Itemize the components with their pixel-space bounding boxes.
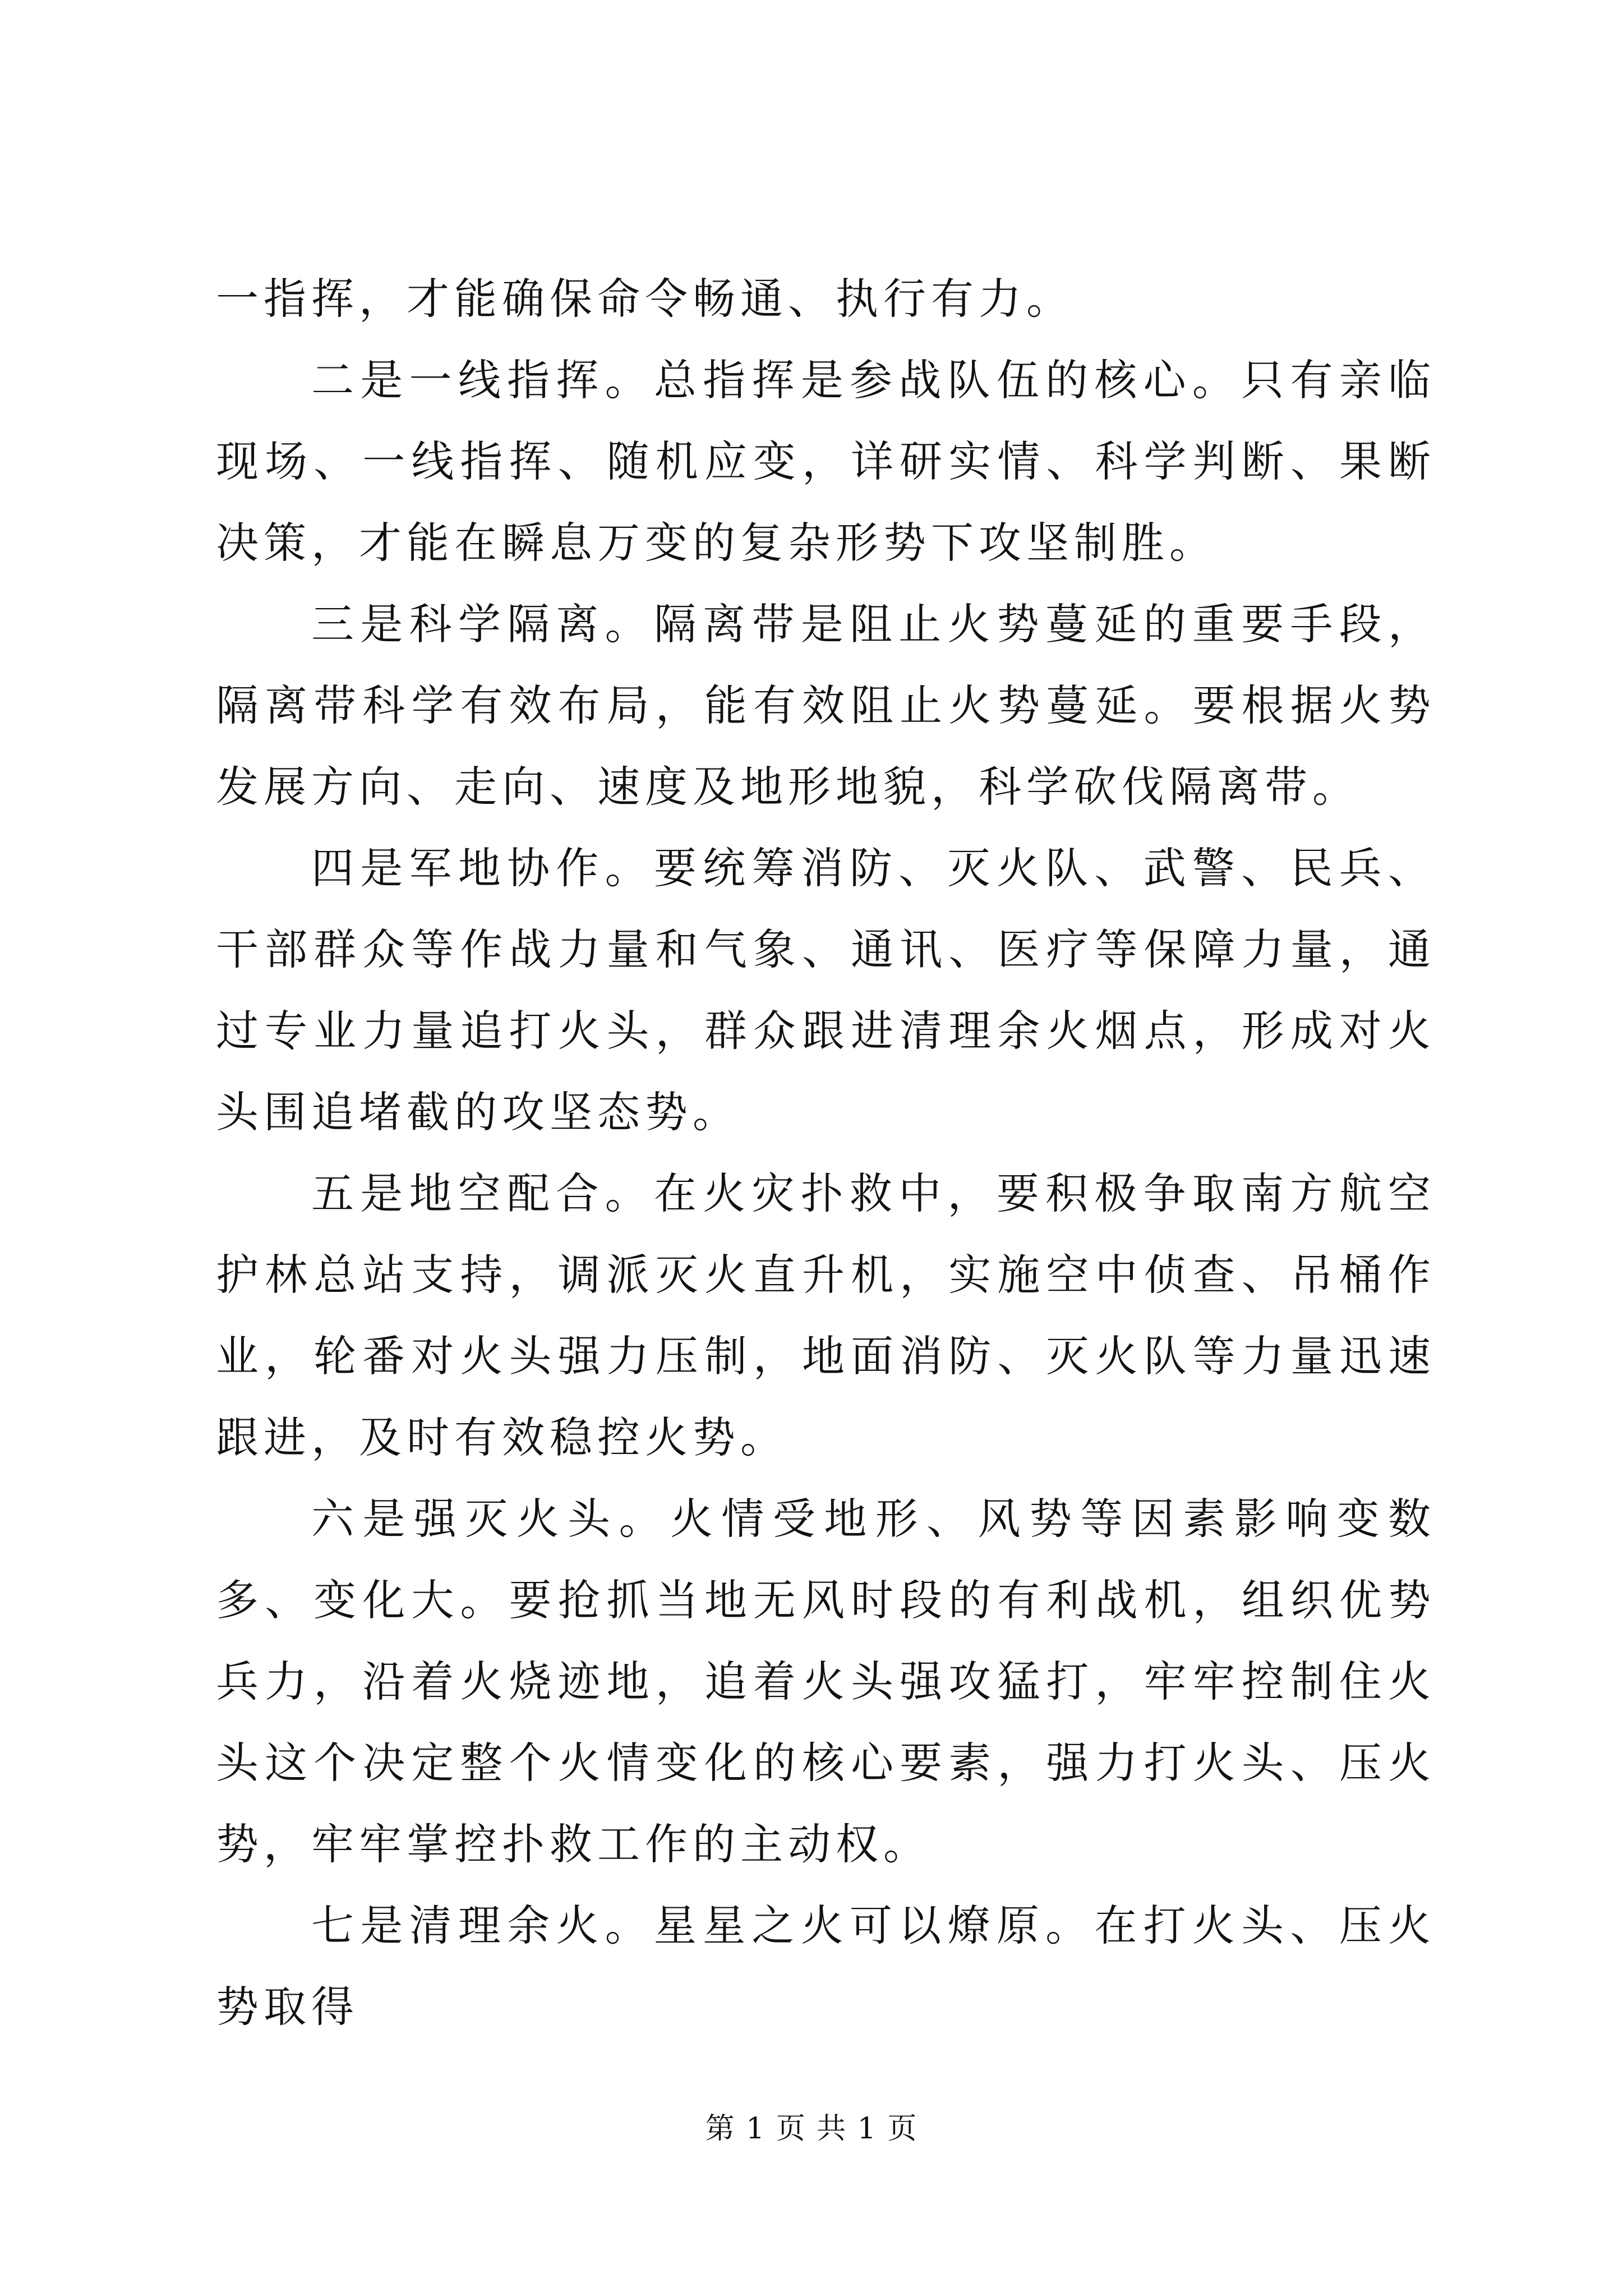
paragraph-1: 一指挥，才能确保命令畅通、执行有力。 <box>216 274 1074 324</box>
paragraph-2: 二是一线指挥。总指挥是参战队伍的核心。只有亲临现场、一线指挥、随机应变，详研实情、科学判断、果断决策，才能在瞬息万变的复杂形势下攻坚制胜。 <box>216 355 1436 568</box>
page-footer: 第 1 页 共 1 页 <box>705 2112 918 2146</box>
document-body <box>216 258 1436 2047</box>
paragraph-5: 五是地空配合。在火灾扑救中，要积极争取南方航空护林总站支持，调派灭火直升机，实施空中侦查、吊桶作业，轮番对火头强力压制，地面消防、灭火队等力量迅速跟进，及时有效稳控火势。 <box>216 1168 1436 1462</box>
paragraph-3: 三是科学隔离。隔离带是阻止火势蔓延的重要手段，隔离带科学有效布局，能有效阻止火势蔓延。要根据火势发展方向、走向、速度及地形地貌，科学砍伐隔离带。 <box>216 599 1436 812</box>
paragraph-6: 六是强灭火头。火情受地形、风势等因素影响变数多、变化大。要抢抓当地无风时段的有利战机，组织优势兵力，沿着火烧迹地，追着火头强攻猛打，牢牢控制住火头这个决定整个火情变化的核心要素，强力打火头、压火势，牢牢掌控扑救工作的主动权。 <box>216 1494 1436 1869</box>
paragraph-7: 七是清理余火。星星之火可以燎原。在打火头、压火势取得 <box>216 1901 1436 2032</box>
paragraph-4: 四是军地协作。要统筹消防、灭火队、武警、民兵、干部群众等作战力量和气象、通讯、医疗等保障力量，通过专业力量追打火头，群众跟进清理余火烟点，形成对火头围追堵截的攻坚态势。 <box>216 843 1436 1137</box>
